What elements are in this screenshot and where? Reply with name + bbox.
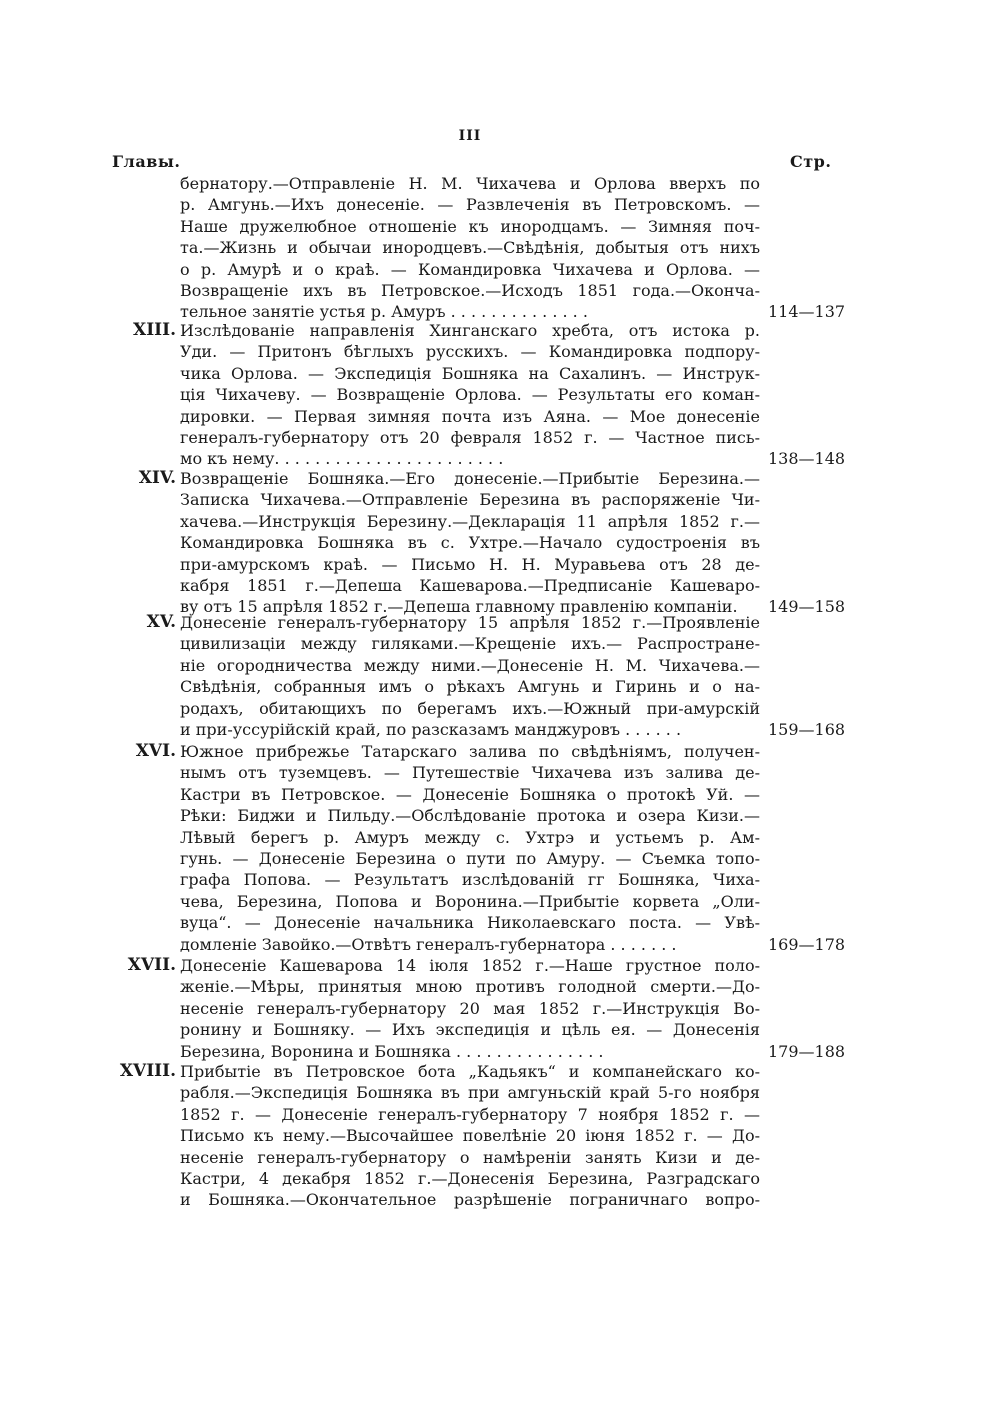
entry-text-line: Свѣдѣнія, собранныя имъ о рѣкахъ Амгунь и Гиринь и о на-: [180, 677, 760, 697]
pages-column-heading: Стр.: [790, 152, 832, 171]
entry-text-line: о р. Амурѣ и о краѣ. — Командировка Чихачева и Орлова. —: [180, 259, 760, 279]
entry-text-line: Письмо къ нему.—Высочайшее повелѣніе 20 іюня 1852 г. — До-: [180, 1126, 760, 1146]
entry-text-line: Рѣки: Биджи и Пильду.—Обслѣдованіе протока и озера Кизи.—: [180, 806, 760, 826]
entry-text-line: Березина, Воронина и Бошняка . . . . . . . . . . . . . . .: [180, 1041, 604, 1061]
entry-text-line: тельное занятіе устья р. Амуръ . . . . . . . . . . . . . .: [180, 302, 588, 322]
chapter-number: XVII.: [127, 955, 176, 975]
chapter-number: XVI.: [135, 741, 176, 761]
entry-text-line: чева, Березина, Попова и Воронина.—Прибытіе корвета „Оли-: [180, 891, 760, 911]
entry-text-line: Изслѣдованіе направленія Хинганскаго хребта, отъ истока р.: [180, 321, 760, 340]
entry-text-line: несеніе генералъ-губернатору 20 мая 1852 г.—Инструкція Во-: [180, 998, 760, 1018]
chapters-column-heading: Главы.: [112, 152, 181, 171]
entry-text-line: Донесеніе генералъ-губернатору 15 апрѣля 1852 г.—Проявленіе: [180, 613, 760, 632]
entry-text-line: гунь. — Донесеніе Березина о пути по Амуру. — Съемка топо-: [180, 849, 760, 868]
entry-text-line: хачева.—Инструкція Березину.—Декларація 11 апрѣля 1852 г.—: [180, 511, 760, 531]
entry-text-line: Кастри въ Петровское. — Донесеніе Бошняка о протокѣ Уй. —: [180, 784, 760, 804]
entry-text-line: и Бошняка.—Окончательное разрѣшеніе пограничнаго вопро-: [180, 1190, 760, 1210]
page-range: 149—158: [768, 597, 846, 617]
entry-text-line: Южное прибрежье Татарскаго залива по свѣдѣніямъ, получен-: [180, 742, 760, 761]
entry-text-line: ронину и Бошняку. — Ихъ экспедиція и цѣль ея. — Донесенія: [180, 1020, 760, 1040]
entry-text-line: и при-уссурійскій край, по разсказамъ манджуровъ . . . . . .: [180, 720, 682, 739]
entry-text-line: 1852 г. — Донесеніе генералъ-губернатору 7 ноября 1852 г. —: [180, 1104, 760, 1124]
page-range: 138—148: [768, 449, 846, 469]
chapter-number: XVIII.: [119, 1061, 176, 1081]
entry-text-line: при-амурскомъ краѣ. — Письмо Н. Н. Муравьева отъ 28 де-: [180, 554, 760, 574]
page-number: III: [458, 128, 482, 144]
entry-text-line: чика Орлова. — Экспедиція Бошняка на Сахалинъ. — Инструк-: [180, 363, 760, 383]
toc-entry: [0, 173, 1000, 323]
entry-text-line: Записка Чихачева.—Отправленіе Березина въ распоряженіе Чи-: [180, 490, 760, 510]
entry-text-line: мо къ нему. . . . . . . . . . . . . . . . . . . . . . .: [180, 449, 504, 469]
entry-text-line: нымъ отъ туземцевъ. — Путешествіе Чихачева изъ залива де-: [180, 763, 760, 783]
entry-text-line: Возвращеніе ихъ въ Петровское.—Исходъ 1851 года.—Окончa-: [180, 281, 760, 300]
entry-text-line: домленіе Завойко.—Отвѣтъ генералъ-губернатора . . . . . . .: [180, 934, 677, 954]
entry-text-line: Наше дружелюбное отношеніе къ инородцамъ. — Зимняя поч-: [180, 216, 760, 236]
entry-text-line: Возвращеніе Бошняка.—Его донесеніе.—Прибытіе Березина.—: [180, 469, 760, 488]
entry-text-line: женіе.—Мѣры, принятыя мною противъ голодной смерти.—До-: [180, 977, 760, 997]
entry-text-line: дировки. — Первая зимняя почта изъ Аяна. — Мое донесеніе: [180, 406, 760, 426]
entry-text-line: генералъ-губернатору отъ 20 февраля 1852 г. — Частное пись-: [180, 428, 760, 447]
entry-text-line: та.—Жизнь и обычаи инородцевъ.—Свѣдѣнія, добытыя отъ нихъ: [180, 238, 760, 258]
entry-text-line: Уди. — Притонъ бѣглыхъ русскихъ. — Командировка подпору-: [180, 342, 760, 362]
toc-entry: [0, 741, 1000, 955]
entry-text-line: Кастри, 4 декабря 1852 г.—Донесенія Березина, Разградскаго: [180, 1169, 760, 1188]
page-range: 169—178: [768, 934, 846, 954]
entry-text-line: графа Попова. — Результатъ изслѣдованій гг Бошняка, Чиха-: [180, 870, 760, 890]
page-range: 179—188: [768, 1041, 846, 1061]
entry-text-line: родахъ, обитающихъ по берегамъ ихъ.—Южный при-амурскій: [180, 698, 760, 718]
chapter-number: XIV.: [138, 468, 176, 488]
toc-entry: [0, 612, 1000, 740]
entry-text-line: несеніе генералъ-губернатору о намѣреніи занять Кизи и де-: [180, 1147, 760, 1167]
toc-entry: [0, 320, 1000, 470]
entry-text-line: цивилизаціи между гиляками.—Крещеніе ихъ.— Распростране-: [180, 634, 760, 654]
page-range: 159—168: [768, 720, 846, 739]
page-range: 114—137: [768, 302, 846, 322]
entry-text-line: рабля.—Экспедиція Бошняка въ при амгуньскій край 5-го ноября: [180, 1083, 760, 1103]
entry-text-line: Донесеніе Кашеварова 14 іюля 1852 г.—Наше грустное поло-: [180, 956, 760, 975]
chapter-number: XIII.: [133, 320, 176, 340]
entry-text-line: кабря 1851 г.—Депеша Кашеварова.—Предписаніе Кашеваро-: [180, 576, 760, 595]
entry-text-line: ніе огородничества между ними.—Донесеніе Н. М. Чихачева.—: [180, 655, 760, 675]
entry-text-line: бернатору.—Отправленіе Н. М. Чихачева и Орлова вверхъ по: [180, 174, 760, 193]
chapter-number: XV.: [146, 612, 176, 632]
entry-text-line: ція Чихачеву. — Возвращеніе Орлова. — Результаты его коман-: [180, 385, 760, 405]
entry-text-line: Прибытіе въ Петровское бота „Кадьякъ“ и компанейскаго ко-: [180, 1062, 760, 1081]
toc-entry: [0, 1061, 1000, 1211]
entry-text-line: р. Амгунь.—Ихъ донесеніе. — Развлеченія въ Петровскомъ. —: [180, 195, 760, 215]
entry-text-line: вуца“. — Донесеніе начальника Николаевскаго поста. — Увѣ-: [180, 913, 760, 933]
entry-text-line: Командировка Бошняка въ с. Ухтре.—Начало судостроенія въ: [180, 533, 760, 553]
entry-text-line: Лѣвый берегъ р. Амуръ между с. Ухтрэ и устьемъ р. Ам-: [180, 827, 760, 847]
entry-text-line: ву отъ 15 апрѣля 1852 г.—Депеша главному правленію компаніи.: [180, 597, 738, 617]
toc-entry: [0, 468, 1000, 618]
toc-entry: [0, 955, 1000, 1062]
